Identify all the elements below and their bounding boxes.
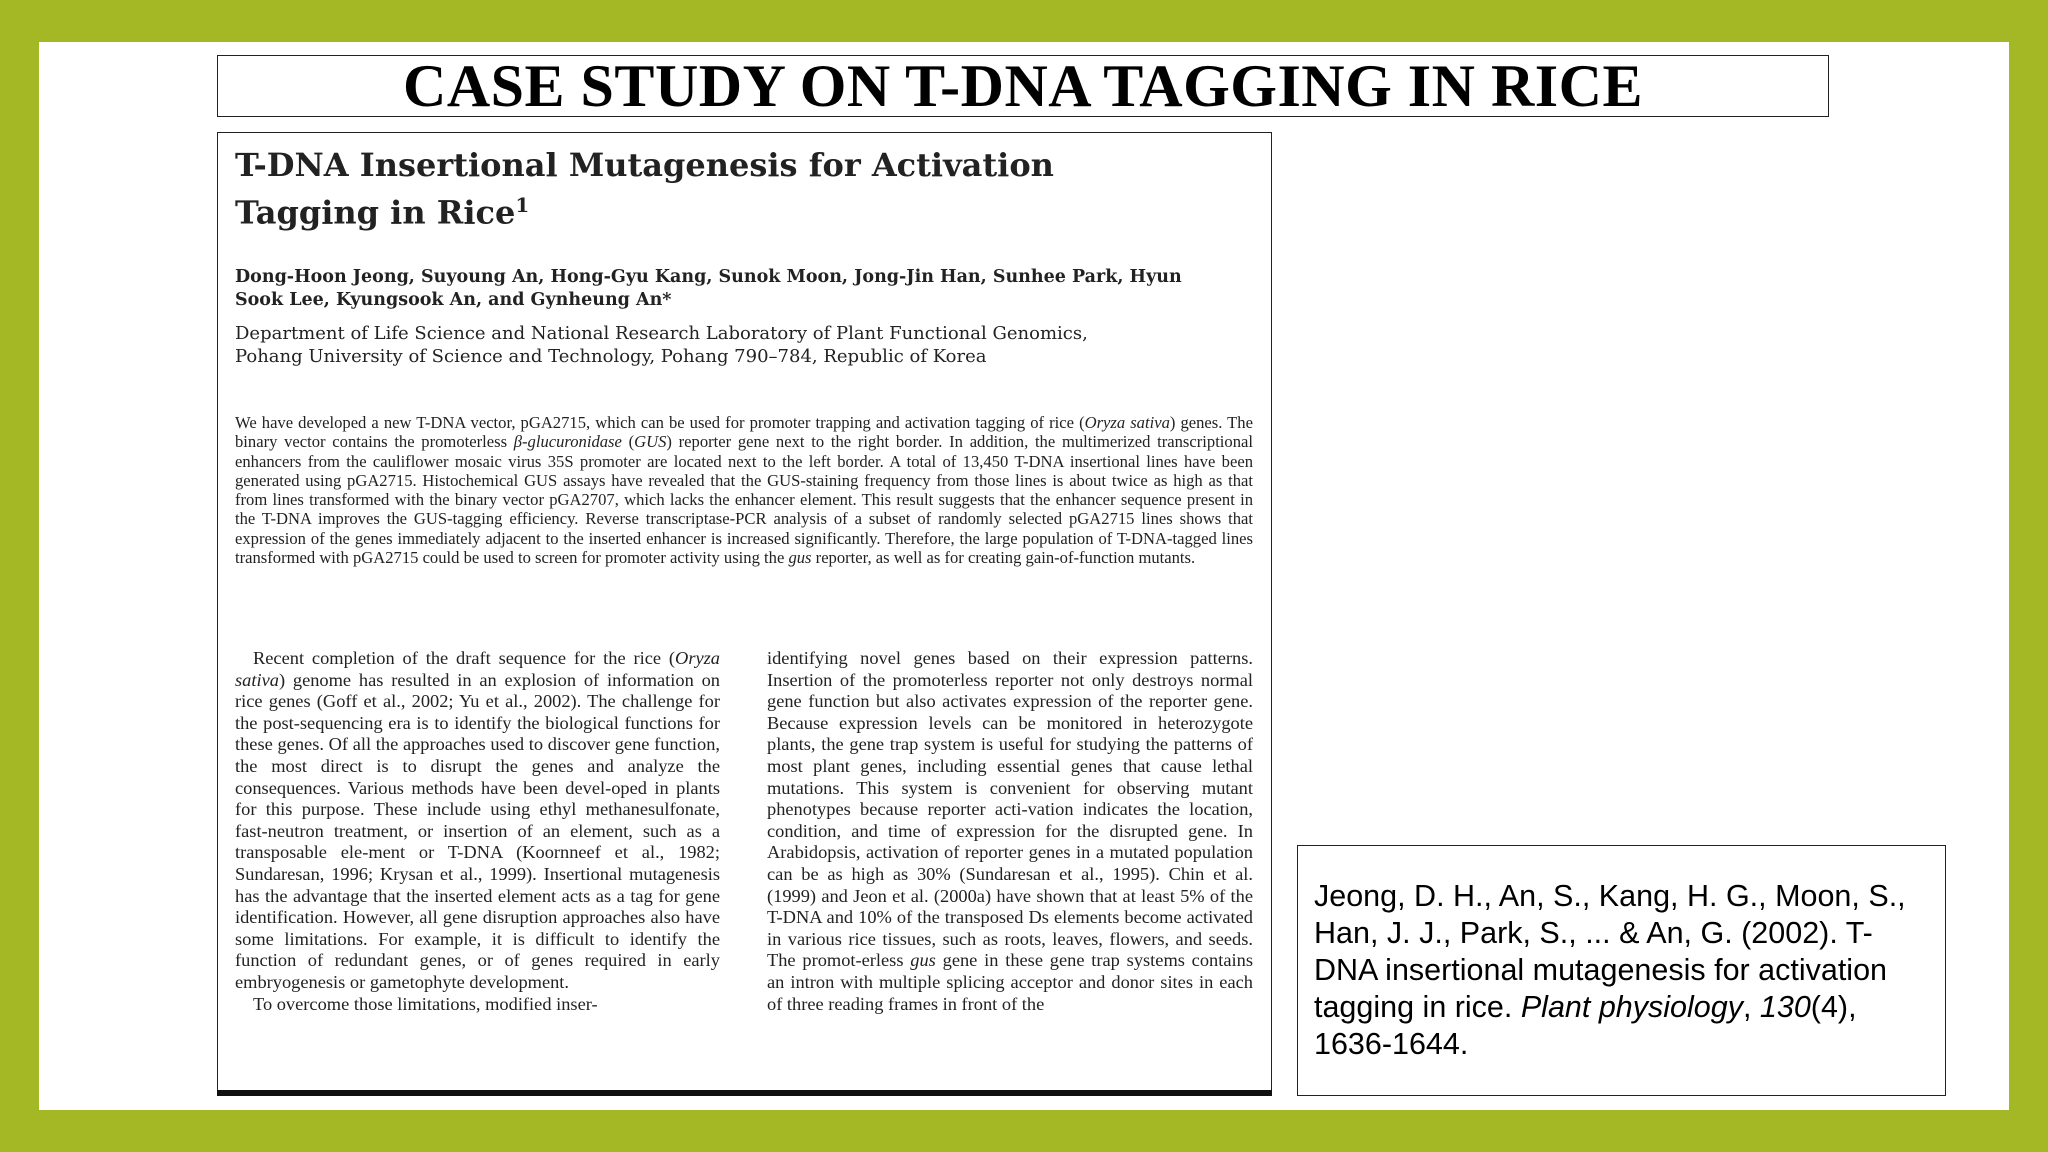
abstract-gene-italic: β-glucuronidase <box>513 432 622 452</box>
paper-authors: Dong-Hoon Jeong, Suyoung An, Hong-Gyu Kang, Sunok Moon, Jong-Jin Han, Sunhee Park, Hyun Sook Lee, Kyungsook An, and Gynheung An* <box>235 267 1182 310</box>
paper-title <box>235 145 1135 233</box>
citation-volume: 130 <box>1759 990 1811 1024</box>
slide-title-box <box>217 55 1829 117</box>
citation-text: Jeong, D. H., An, S., Kang, H. G., Moon, S., Han, J. J., Park, S., ... & An, G. (2002). T-DNA insertional mutagenesis for activation tagging in rice. <box>1314 879 1906 1024</box>
body-text: gene in these gene trap systems contains an intron with multiple splicing acceptor and donor sites in each of three reading frames in front of the <box>767 950 1253 1014</box>
citation-journal: Plant physiology <box>1520 990 1743 1024</box>
abstract-species-italic: Oryza sativa <box>1084 413 1170 432</box>
citation-box <box>1297 845 1946 1096</box>
paper-abstract <box>235 413 1253 567</box>
citation-pages: (4), 1636-1644. <box>1314 990 1857 1061</box>
body-gus-italic: gus <box>910 950 936 971</box>
abstract-text: reporter, as well as for creating gain-of-function mutants. <box>811 548 1196 568</box>
body-text: Recent completion of the draft sequence for the rice ( <box>253 648 676 668</box>
body-left-paragraph <box>235 648 720 994</box>
abstract-text: ) genes. The binary vector contains the promoterless <box>235 413 1253 452</box>
body-left-paragraph-2: To overcome those limitations, modified inser- <box>253 993 598 1014</box>
paper-body-left-column <box>235 648 720 1015</box>
paper-title-line2: Tagging in Rice <box>235 193 516 232</box>
paper-bottom-border <box>217 1090 1272 1096</box>
paper-affiliation <box>235 322 1225 368</box>
abstract-text: ( <box>621 432 635 452</box>
paper-excerpt-image <box>217 132 1272 1096</box>
abstract-gus-italic: GUS <box>634 432 667 452</box>
abstract-text: ) reporter gene next to the right border. In addition, the multimerized transcriptional enhancers from the cauliflower mosaic virus 35S promoter are located next to the left border. A total of 13,450 T-DNA insertional lines have been generated using pGA2715. Histochemical GUS assays have revealed that the GUS-staining frequency from those lines is about twice as high as that from lines transformed with the binary vector pGA2707, which lacks the enhancer element. This result suggests that the enhancer sequence present in the T-DNA improves the GUS-tagging efficiency. Reverse transcriptase-PCR analysis of a subset of randomly selected pGA2715 lines shows that expression of the genes immediately adjacent to the inserted enhancer is increased significantly. Therefore, the large population of T-DNA-tagged lines transformed with pGA2715 could be used to screen for promoter activity using the <box>235 432 1253 568</box>
body-right-paragraph <box>767 648 1253 1015</box>
abstract-text: We have developed a new T-DNA vector, pGA2715, which can be used for promoter trapping and activation tagging of rice ( <box>235 413 1085 432</box>
abstract-gus-reporter-italic: gus <box>788 548 812 568</box>
affiliation-line2: Pohang University of Science and Technology, Pohang 790–784, Republic of Korea <box>235 346 987 367</box>
paper-title-footnote: 1 <box>515 193 530 217</box>
affiliation-line1: Department of Life Science and National Research Laboratory of Plant Functional Genomics, <box>235 323 1088 344</box>
slide-title: CASE STUDY ON T-DNA TAGGING IN RICE <box>403 53 1643 119</box>
paper-title-line1: T-DNA Insertional Mutagenesis for Activation <box>235 146 1054 184</box>
body-text: ) genome has resulted in an explosion of information on rice genes (Goff et al., 2002; Yu et al., 2002). The challenge for the post-sequencing era is to identify the biological functions for these genes. Of all the approaches used to discover gene function, the most direct is to disrupt the genes and analyze the consequences. Various methods have been devel-oped in plants for this purpose. These include using ethyl methanesulfonate, fast-neutron treatment, or insertion of an element, such as a transposable ele-ment or T-DNA (Koornneef et al., 1982; Sundaresan, 1996; Krysan et al., 1999). Insertional mutagenesis has the advantage that the inserted element acts as a tag for gene identification. However, all gene disruption approaches also have some limitations. For example, it is difficult to identify the function of redundant genes, or of genes required in early embryogenesis or gametophyte development. <box>235 669 720 992</box>
paper-body-right-column <box>767 648 1253 1015</box>
citation-text: , <box>1742 990 1760 1024</box>
body-species-italic: Oryza sativa <box>235 648 720 690</box>
body-text: identifying novel genes based on their expression patterns. Insertion of the promoterless reporter not only destroys normal gene function but also activates expression of the reporter gene. Because expression levels can be monitored in heterozygote plants, the gene trap system is useful for studying the patterns of most plant genes, including essential genes that cause lethal mutations. This system is convenient for observing mutant phenotypes because reporter acti-vation indicates the location, condition, and time of expression for the disrupted gene. In Arabidopsis, activation of reporter genes in a mutated population can be as high as 30% (Sundaresan et al., 1995). Chin et al. (1999) and Jeon et al. (2000a) have shown that at least 5% of the T-DNA and 10% of the transposed Ds elements become activated in various rice tissues, such as roots, leaves, flowers, and seeds. The promot-erless <box>767 648 1253 971</box>
